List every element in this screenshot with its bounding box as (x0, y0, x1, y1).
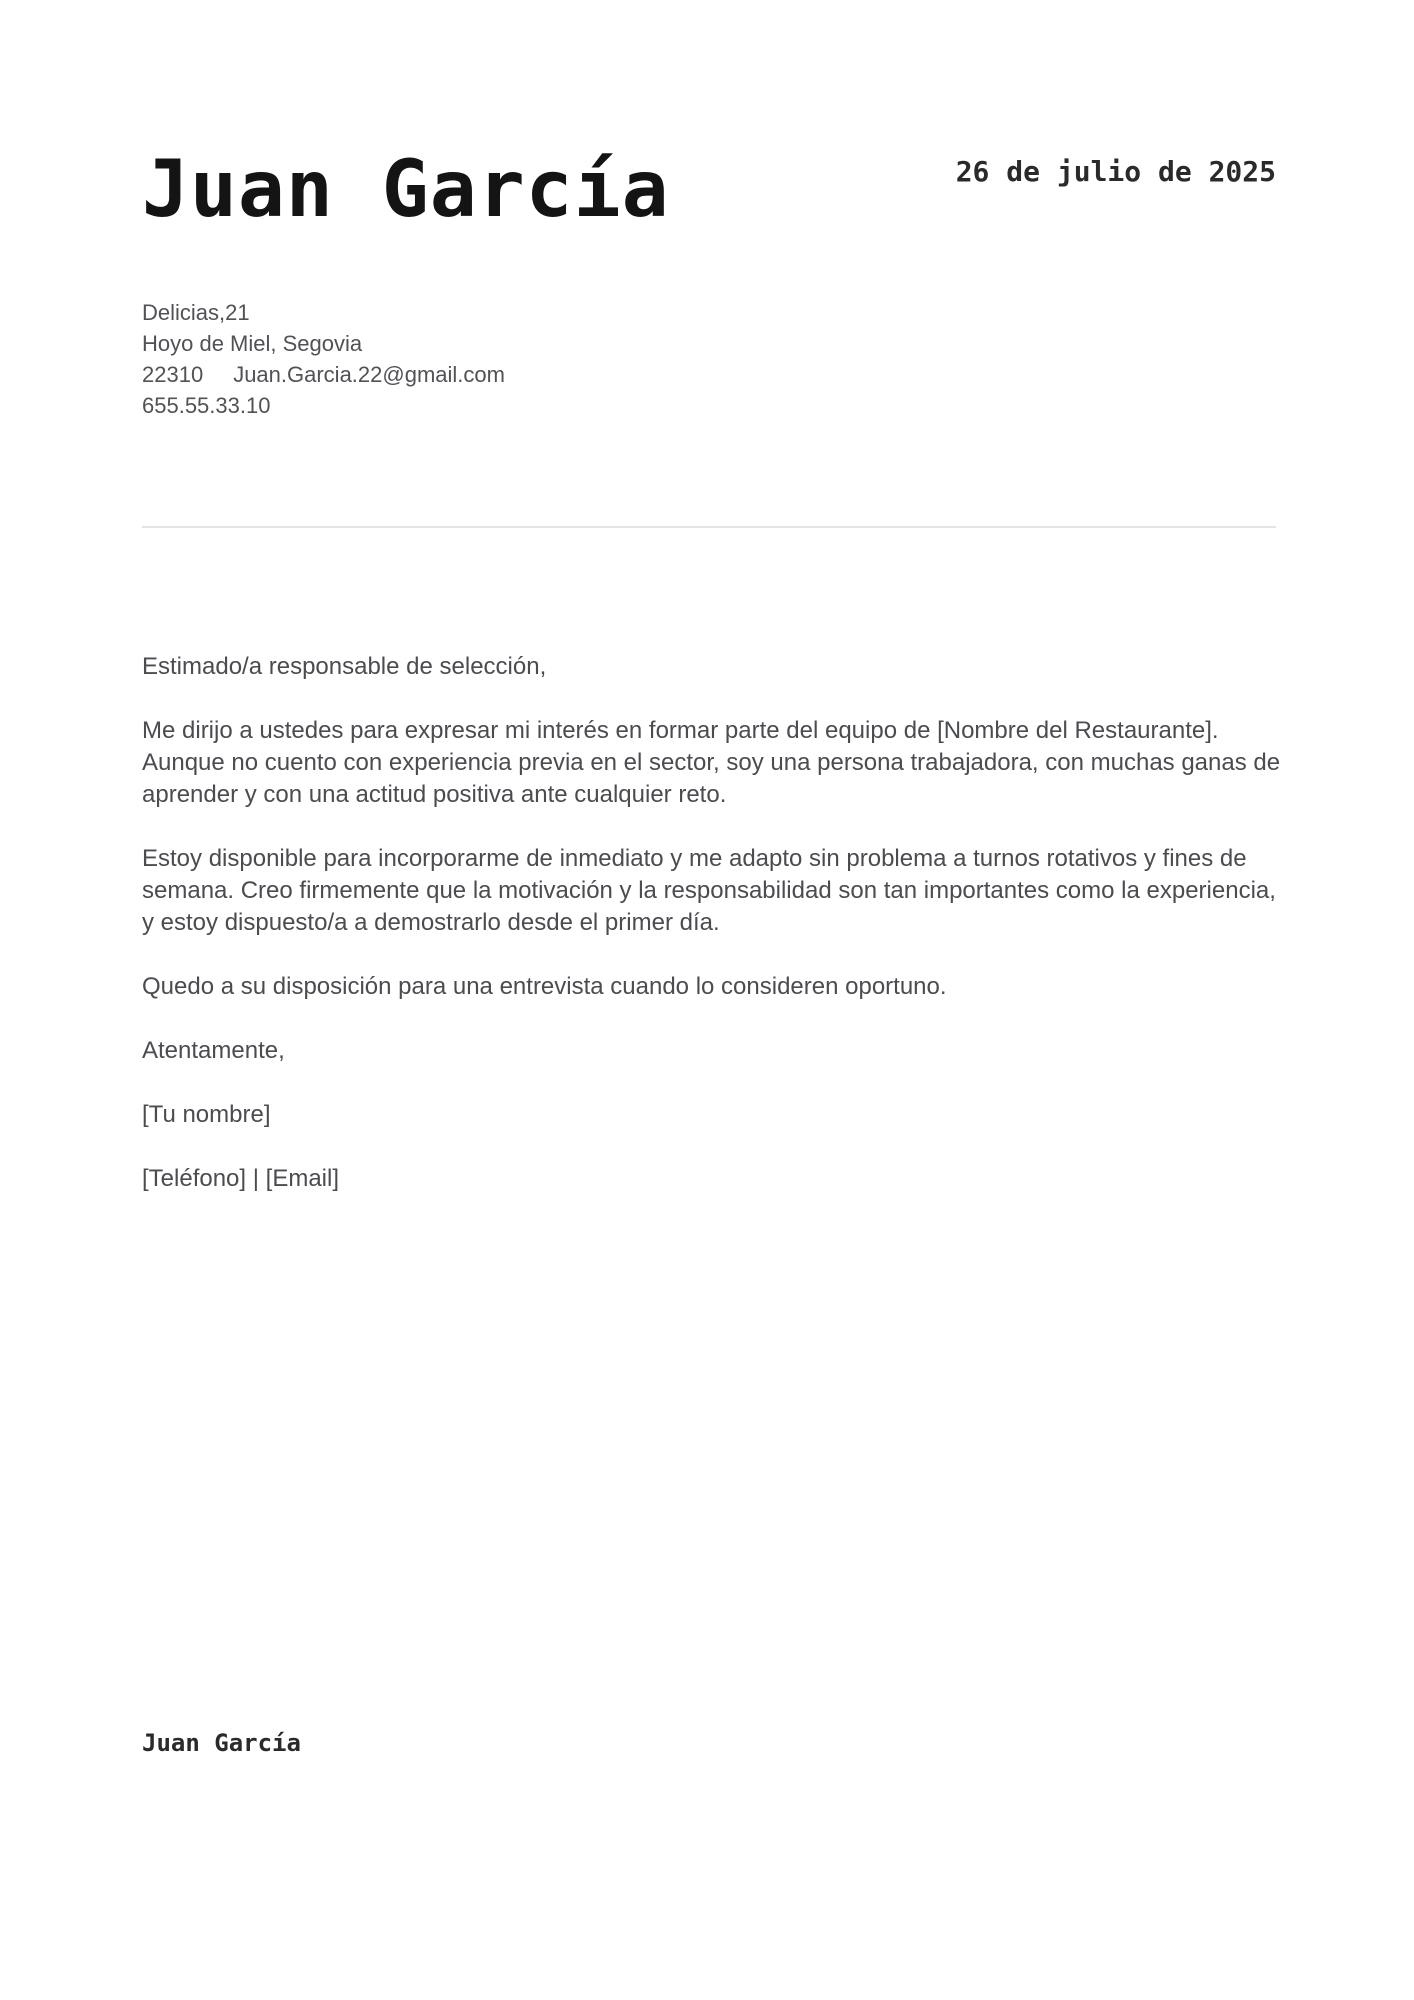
postal-email-line (142, 359, 505, 390)
email-address: Juan.Garcia.22@gmail.com (233, 362, 505, 387)
phone-number: 655.55.33.10 (142, 393, 271, 418)
letter-date: 26 de julio de 2025 (955, 155, 1276, 188)
paragraph-interview: Quedo a su disposición para una entrevista cuando lo consideren oportuno. (142, 973, 947, 1000)
sender-name-title: Juan García (142, 145, 670, 235)
signature-name: Juan García (142, 1729, 301, 1757)
header-divider (142, 526, 1276, 528)
letter-body (142, 651, 1282, 1227)
postal-code: 22310 (142, 362, 204, 387)
name-placeholder: [Tu nombre] (142, 1101, 271, 1128)
paragraph-intro: Me dirijo a ustedes para expresar mi interés en formar parte del equipo de [Nombre del Restaurante]. Aunque no cuento con experiencia previa en el sector, soy una persona trabajadora, con muchas ganas de aprender y con una actitud positiva ante cualquier reto. (142, 717, 1281, 808)
greeting: Estimado/a responsable de selección, (142, 653, 547, 680)
address-city: Hoyo de Miel, Segovia (142, 331, 363, 356)
paragraph-availability: Estoy disponible para incorporarme de inmediato y me adapto sin problema a turnos rotativos y fines de semana. Creo firmemente que la motivación y la responsabilidad son tan importantes como la experiencia, y estoy dispuesto/a a demostrarlo desde el primer día. (142, 845, 1276, 936)
contact-placeholder: [Teléfono] | [Email] (142, 1165, 339, 1192)
address-street: Delicias,21 (142, 300, 250, 325)
closing: Atentamente, (142, 1037, 285, 1064)
contact-block (142, 297, 505, 421)
